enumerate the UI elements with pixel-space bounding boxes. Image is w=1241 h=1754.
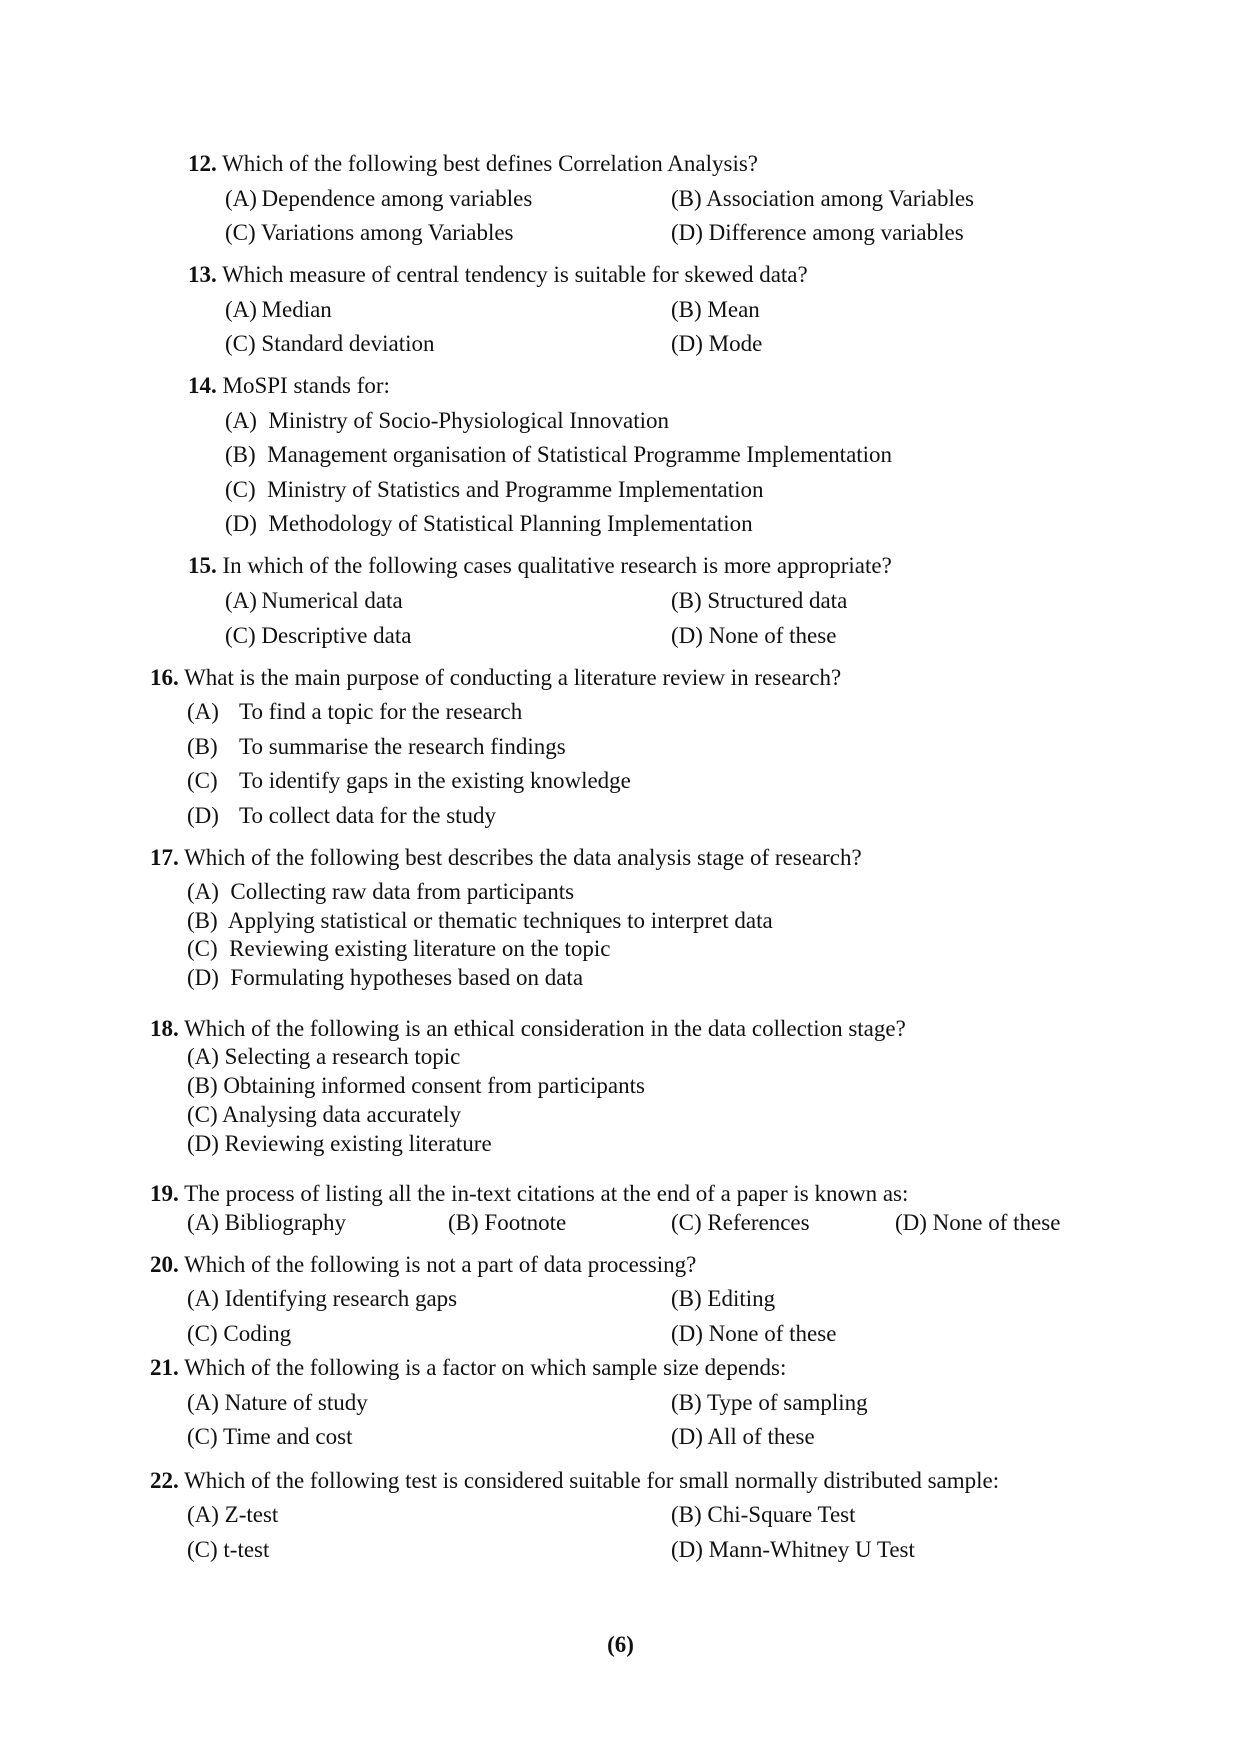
option: (D) Methodology of Statistical Planning Implementation (225, 511, 753, 536)
question-number: 16. (150, 665, 179, 690)
option: (B) Mean (671, 297, 760, 322)
option: (D) Mann-Whitney U Test (671, 1537, 915, 1562)
question-stem (150, 666, 841, 689)
option: (B) Obtaining informed consent from participants (187, 1073, 645, 1098)
question-stem (150, 1356, 786, 1379)
question-number: 14. (188, 373, 217, 398)
option: To identify gaps in the existing knowledge (239, 768, 631, 793)
option: (C) Variations among Variables (225, 220, 514, 245)
option: (A) Selecting a research topic (187, 1044, 461, 1069)
option-letter: (A) (187, 699, 219, 724)
option: (A) Ministry of Socio-Physiological Innovation (225, 408, 669, 433)
option: (B) Type of sampling (671, 1390, 868, 1415)
option: To find a topic for the research (239, 699, 523, 724)
option: (A) Bibliography (187, 1210, 347, 1235)
option: (B) Management organisation of Statistical Programme Implementation (225, 442, 893, 467)
option: (C) Ministry of Statistics and Programme Implementation (225, 477, 764, 502)
option: (C) Time and cost (187, 1424, 353, 1449)
option: (C) Descriptive data (225, 623, 412, 648)
option: (C) Standard deviation (225, 331, 435, 356)
option: (D) Reviewing existing literature (187, 1131, 492, 1156)
option: (D) None of these (671, 1321, 837, 1346)
option: (A) Median (225, 297, 332, 322)
question-text: Which of the following is an ethical consideration in the data collection stage? (184, 1016, 906, 1041)
question-number: 20. (150, 1252, 179, 1277)
option: (A) Z-test (187, 1502, 279, 1527)
option: (B) Chi-Square Test (671, 1502, 856, 1527)
question-number: 18. (150, 1016, 179, 1041)
question-text: Which of the following best defines Correlation Analysis? (222, 151, 759, 176)
option: To summarise the research findings (239, 734, 566, 759)
question-text: MoSPI stands for: (222, 373, 390, 398)
question-number: 15. (188, 553, 217, 578)
option: (B) Association among Variables (671, 186, 974, 211)
question-stem (150, 846, 862, 869)
option: (A) Nature of study (187, 1390, 368, 1415)
question-stem (150, 1182, 908, 1205)
question-stem (150, 1017, 906, 1040)
option-letter: (D) (187, 803, 219, 828)
question-text: Which of the following is a factor on which sample size depends: (184, 1355, 787, 1380)
option-letter: (C) (187, 768, 218, 793)
option: (D) Difference among variables (671, 220, 964, 245)
option: (C) t-test (187, 1537, 270, 1562)
question-text: Which of the following best describes the data analysis stage of research? (184, 845, 862, 870)
option: (B) Footnote (448, 1210, 567, 1235)
option: (A) Collecting raw data from participants (187, 879, 575, 904)
question-text: Which of the following test is considered suitable for small normally distributed sample: (184, 1468, 1000, 1493)
question-number: 13. (188, 262, 217, 287)
question-stem (150, 1469, 999, 1492)
option: (C) Coding (187, 1321, 292, 1346)
question-text: In which of the following cases qualitative research is more appropriate? (222, 553, 892, 578)
option-letter: (B) (187, 734, 218, 759)
page-number: (6) (607, 1632, 634, 1657)
option: (D) Formulating hypotheses based on data (187, 965, 584, 990)
option: (C) References (671, 1210, 810, 1235)
question-stem (188, 152, 758, 175)
option: (D) None of these (895, 1210, 1061, 1235)
option: (D) None of these (671, 623, 837, 648)
option: (C) Analysing data accurately (187, 1102, 461, 1127)
question-text: The process of listing all the in-text citations at the end of a paper is known as: (184, 1181, 909, 1206)
option: (B) Structured data (671, 588, 848, 613)
option: (A) Numerical data (225, 588, 403, 613)
question-number: 22. (150, 1468, 179, 1493)
option: (A) Identifying research gaps (187, 1286, 458, 1311)
option: (B) Editing (671, 1286, 776, 1311)
question-stem (188, 263, 808, 286)
option: (A) Dependence among variables (225, 186, 533, 211)
question-stem (150, 1253, 696, 1276)
question-number: 12. (188, 151, 217, 176)
option: (C) Reviewing existing literature on the topic (187, 936, 611, 961)
question-text: Which of the following is not a part of data processing? (184, 1252, 697, 1277)
question-number: 17. (150, 845, 179, 870)
question-text: Which measure of central tendency is suitable for skewed data? (222, 262, 808, 287)
question-text: What is the main purpose of conducting a literature review in research? (184, 665, 842, 690)
question-stem (188, 554, 892, 577)
question-stem (188, 374, 390, 397)
option: (D) All of these (671, 1424, 815, 1449)
option: To collect data for the study (239, 803, 497, 828)
question-number: 19. (150, 1181, 179, 1206)
question-number: 21. (150, 1355, 179, 1380)
option: (D) Mode (671, 331, 763, 356)
option: (B) Applying statistical or thematic techniques to interpret data (187, 908, 773, 933)
